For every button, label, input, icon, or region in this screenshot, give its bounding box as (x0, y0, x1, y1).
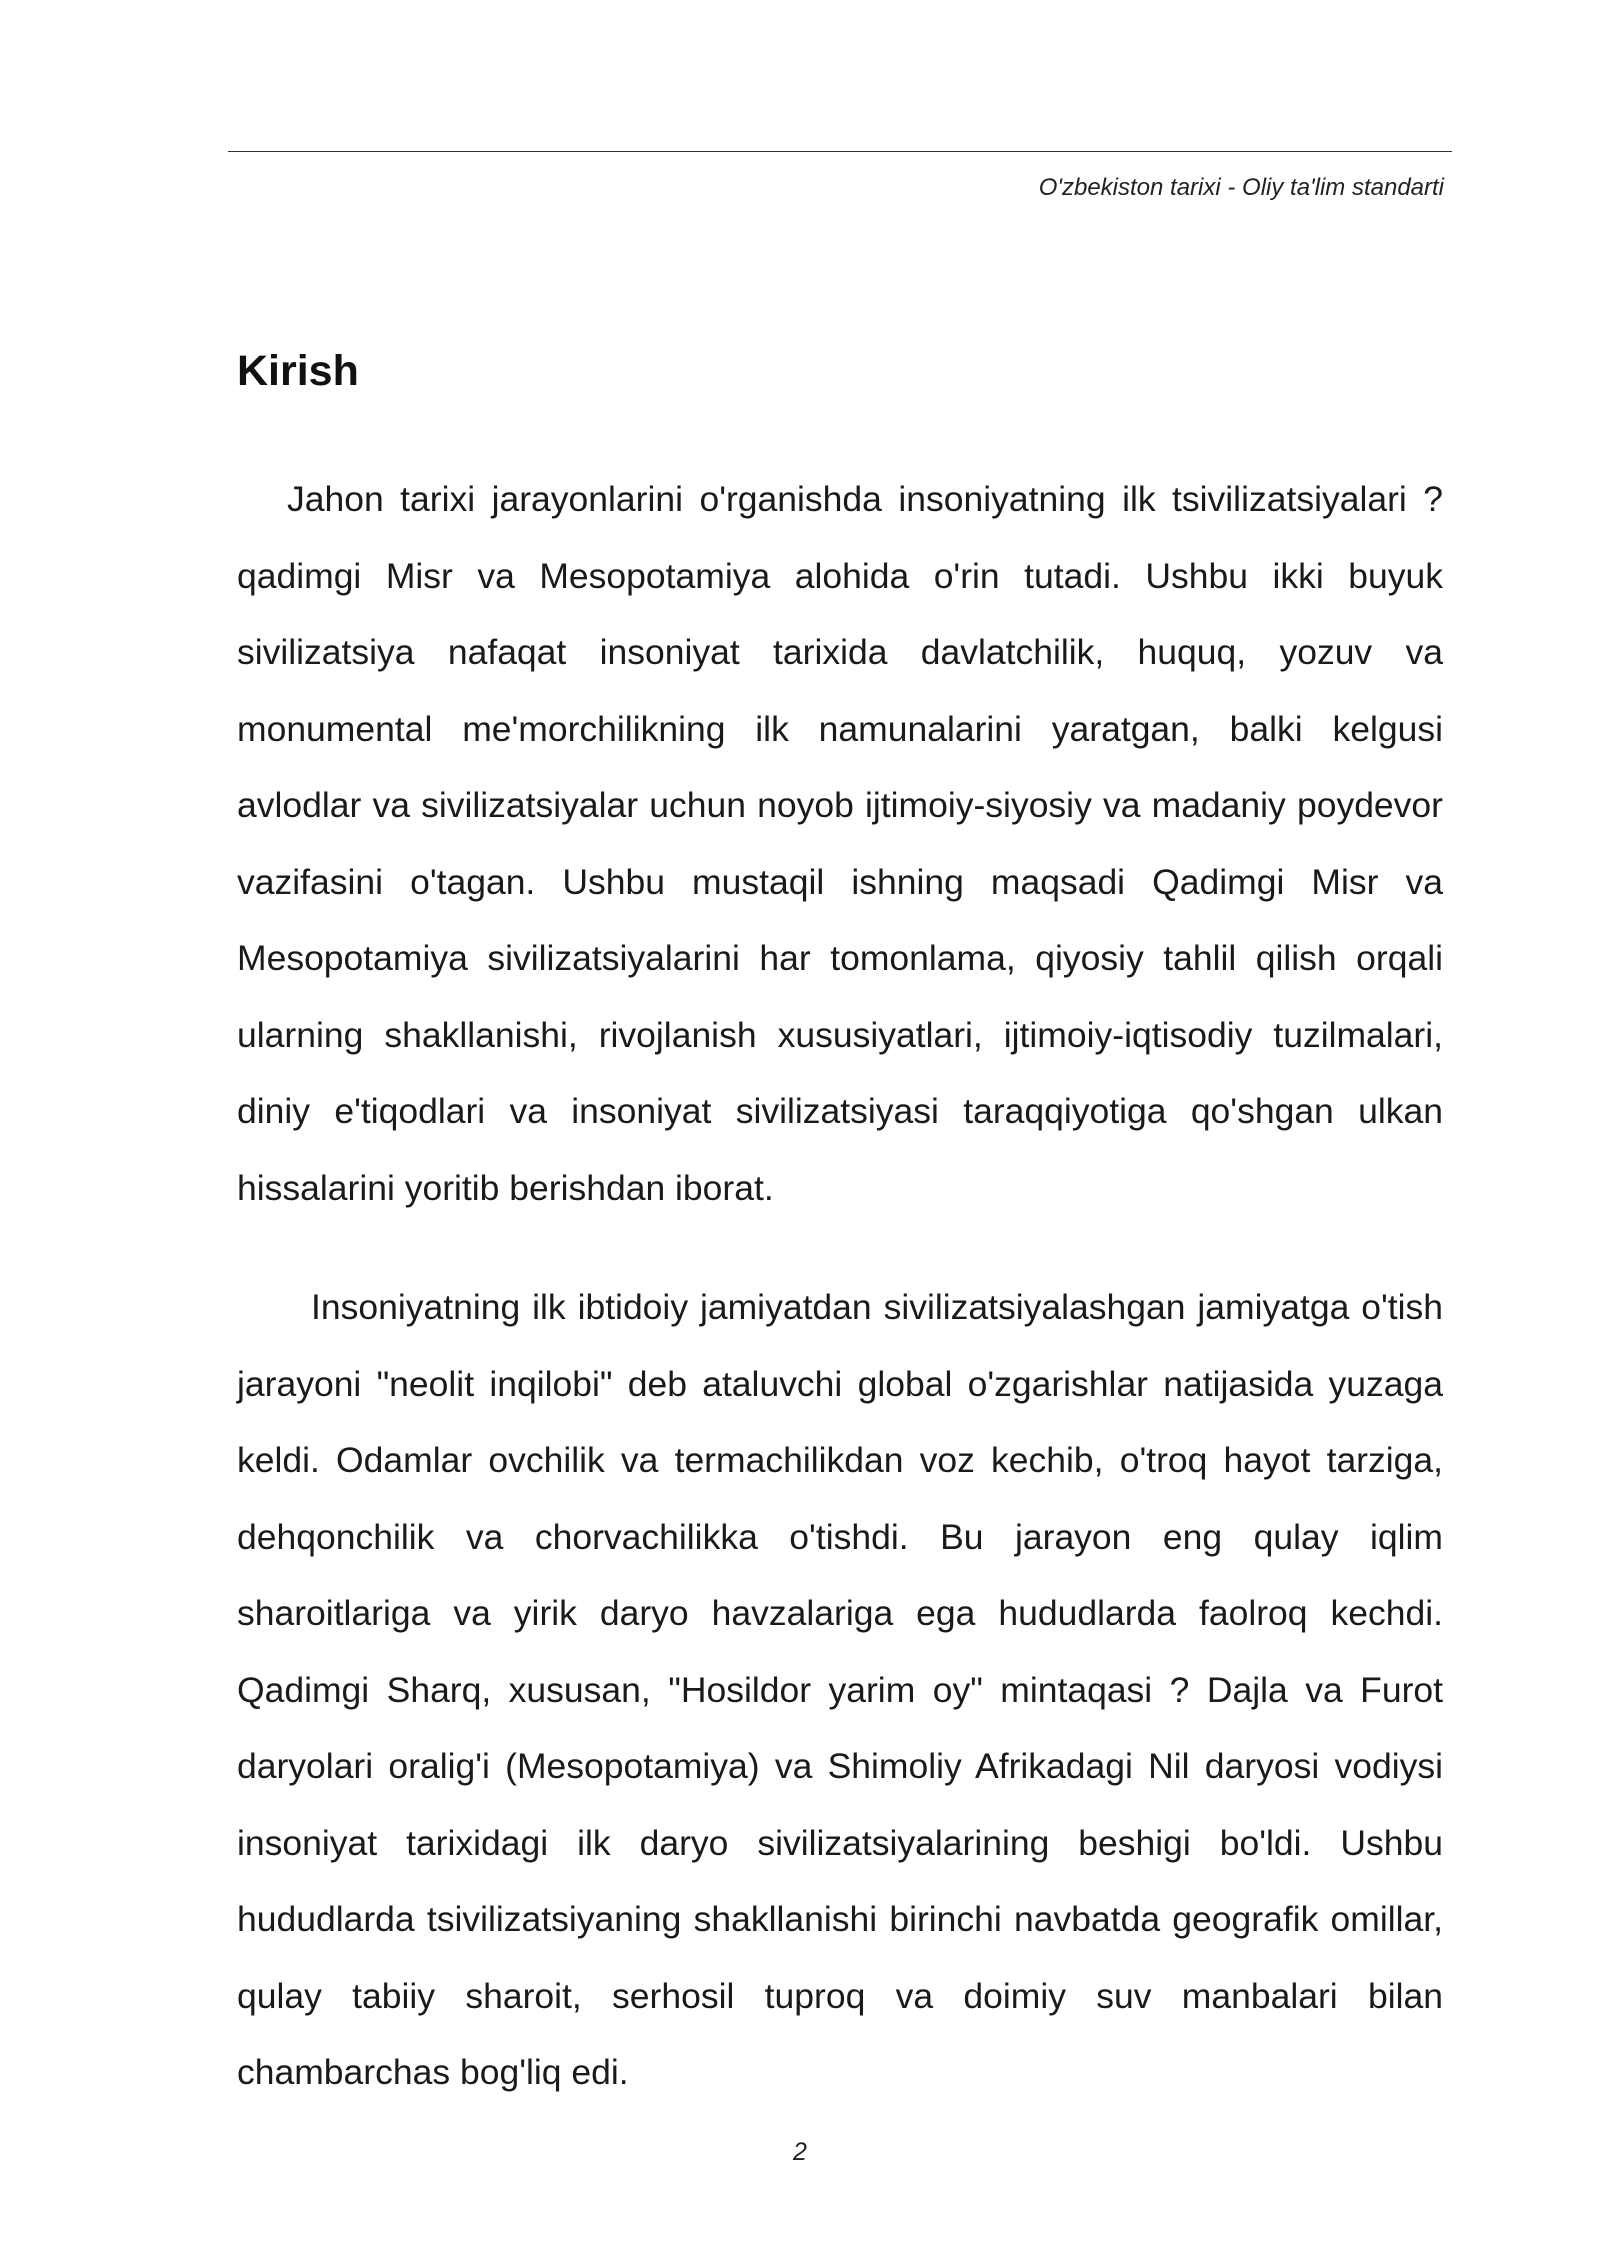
header-rule (228, 151, 1452, 152)
page-content (237, 345, 1443, 2111)
running-header: O'zbekiston tarixi - Oliy ta'lim standarti (1038, 174, 1444, 201)
body-paragraph: Jahon tarixi jarayonlarini o'rganishda insoniyatning ilk tsivilizatsiyalari ? qadimgi Misr va Mesopotamiya alohida o'rin tutadi. Ushbu ikki buyuk sivilizatsiya nafaqat insoniyat tarixida davlatchilik, huquq, yozuv va monumental me'morchilikning ilk namunalarini yaratgan, balki kelgusi avlodlar va sivilizatsiyalar uchun noyob ijtimoiy-siyosiy va madaniy poydevor vazifasini o'tagan. Ushbu mustaqil ishning maqsadi Qadimgi Misr va Mesopotamiya sivilizatsiyalarini har tomonlama, qiyosiy tahlil qilish orqali ularning shakllanishi, rivojlanish xususiyatlari, ijtimoiy-iqtisodiy tuzilmalari, diniy e'tiqodlari va insoniyat sivilizatsiyasi taraqqiyotiga qo'shgan ulkan hissalarini yoritib berishdan iborat. (237, 479, 1443, 1208)
section-heading: Kirish (237, 347, 359, 395)
body-paragraph: Insoniyatning ilk ibtidoiy jamiyatdan sivilizatsiyalashgan jamiyatga o'tish jarayoni "neolit inqilobi" deb ataluvchi global o'zgarishlar natijasida yuzaga keldi. Odamlar ovchilik va termachilikdan voz kechib, o'troq hayot tarziga, dehqonchilik va chorvachilikka o'tishdi. Bu jarayon eng qulay iqlim sharoitlariga va yirik daryo havzalariga ega hududlarda faolroq kechdi. Qadimgi Sharq, xususan, "Hosildor yarim oy" mintaqasi ? Dajla va Furot daryolari oralig'i (Mesopotamiya) va Shimoliy Afrikadagi Nil daryosi vodiysi insoniyat tarixidagi ilk daryo sivilizatsiyalarining beshigi bo'ldi. Ushbu hududlarda tsivilizatsiyaning shakllanishi birinchi navbatda geografik omillar, qulay tabiiy sharoit, serhosil tuproq va doimiy suv manbalari bilan chambarchas bog'liq edi. (237, 1287, 1443, 2092)
page-number: 2 (793, 2138, 807, 2166)
